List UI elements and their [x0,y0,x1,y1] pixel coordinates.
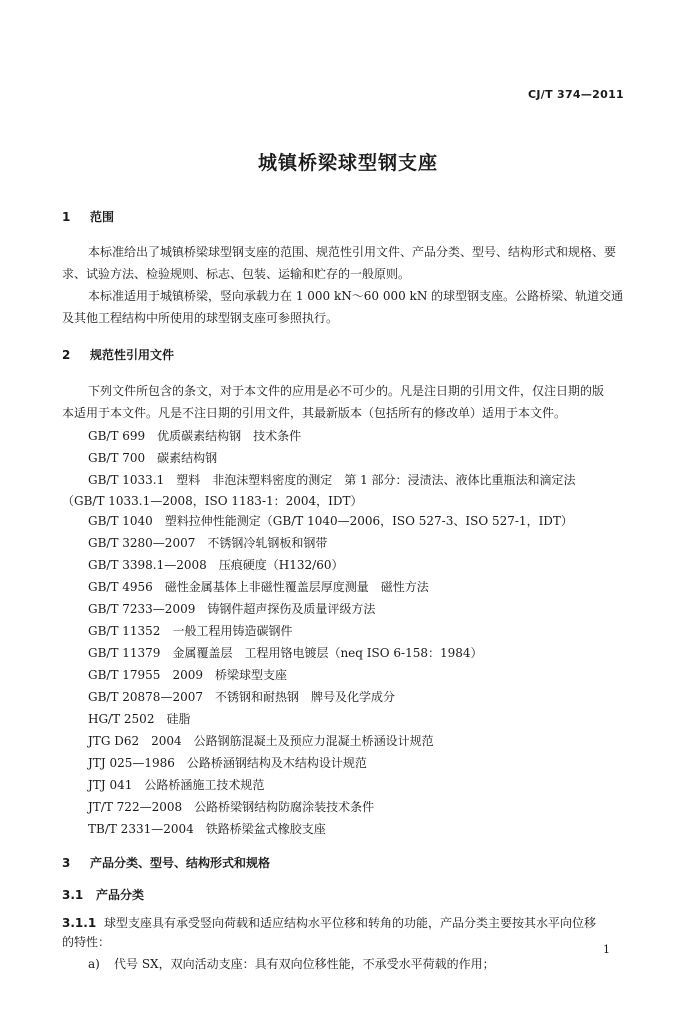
reference-item: JTJ 041 公路桥涵施工技术规范 [88,778,265,792]
section-number: 3 [62,856,71,870]
reference-item: GB/T 700 碳素结构钢 [88,451,218,465]
section-title: 产品分类、型号、结构形式和规格 [90,856,271,870]
clause-number: 3.1.1 [62,916,97,930]
clause-text: 球型支座具有承受竖向荷载和适应结构水平位移和转角的功能，产品分类主要按其水平向位移 [104,916,597,930]
paragraph-line: 下列文件所包含的条文，对于本文件的应用是必不可少的。凡是注日期的引用文件，仅注日期的版 [88,384,605,398]
reference-item: GB/T 7233—2009 铸钢件超声探伤及质量评级方法 [88,602,376,616]
clause-3-1-1 [62,914,596,931]
reference-item: GB/T 1040 塑料拉伸性能测定（GB/T 1040—2006，ISO 527-3、ISO 527-1，IDT） [88,514,573,528]
reference-item: GB/T 11379 金属覆盖层 工程用铬电镀层（neq ISO 6-158：1984） [88,646,483,660]
section-3-heading [62,854,270,871]
section-number: 1 [62,210,71,224]
paragraph-line: 本标准给出了城镇桥梁球型钢支座的范围、规范性引用文件、产品分类、型号、结构形式和规格、要 [88,245,617,259]
section-1-heading [62,208,114,225]
reference-item: GB/T 699 优质碳素结构钢 技术条件 [88,429,302,443]
reference-item: GB/T 1033.1 塑料 非泡沫塑料密度的测定 第 1 部分：浸渍法、液体比重瓶法和滴定法 [88,473,576,487]
section-title: 规范性引用文件 [90,348,175,362]
list-text: 代号 SX，双向活动支座：具有双向位移性能，不承受水平荷载的作用； [114,957,495,971]
page-number: 1 [603,943,610,956]
reference-item: HG/T 2502 硅脂 [88,712,191,726]
paragraph-line: 本标准适用于城镇桥梁，竖向承载力在 1 000 kN～60 000 kN 的球型钢支座。公路桥梁、轨道交通 [88,289,624,303]
section-2-heading [62,346,174,363]
paragraph-line: 求、试验方法、检验规则、标志、包装、运输和贮存的一般原则。 [62,267,411,281]
section-number: 3.1 [62,888,84,902]
standard-code: CJ/T 374—2011 [528,88,624,101]
reference-item: JTG D62 2004 公路钢筋混凝土及预应力混凝土桥涵设计规范 [88,734,434,748]
reference-item: GB/T 4956 磁性金属基体上非磁性覆盖层厚度测量 磁性方法 [88,580,429,594]
section-title: 范围 [90,210,115,224]
reference-item: GB/T 11352 一般工程用铸造碳钢件 [88,624,293,638]
list-label: a) [88,957,100,971]
reference-item: GB/T 3398.1—2008 压痕硬度（H132/60） [88,558,344,572]
list-item-a [88,955,495,972]
section-number: 2 [62,348,71,362]
reference-item: TB/T 2331—2004 铁路桥梁盆式橡胶支座 [88,822,326,836]
reference-item: GB/T 20878—2007 不锈钢和耐热钢 牌号及化学成分 [88,690,395,704]
paragraph-line: 的特性： [62,935,111,949]
page-title: 城镇桥梁球型钢支座 [257,152,438,174]
subsection-3-1-heading [62,886,144,903]
reference-item: JTJ 025—1986 公路桥涵钢结构及木结构设计规范 [88,756,367,770]
paragraph-line: 本适用于本文件。凡是不注日期的引用文件，其最新版本（包括所有的修改单）适用于本文件。 [62,406,567,420]
paragraph-line: 及其他工程结构中所使用的球型钢支座可参照执行。 [62,311,339,325]
reference-continuation: （GB/T 1033.1—2008，ISO 1183-1：2004，IDT） [62,494,363,508]
reference-item: GB/T 17955 2009 桥梁球型支座 [88,668,287,682]
reference-item: JT/T 722—2008 公路桥梁钢结构防腐涂装技术条件 [88,800,375,814]
section-title: 产品分类 [96,888,145,902]
reference-item: GB/T 3280—2007 不锈钢冷轧钢板和钢带 [88,536,328,550]
